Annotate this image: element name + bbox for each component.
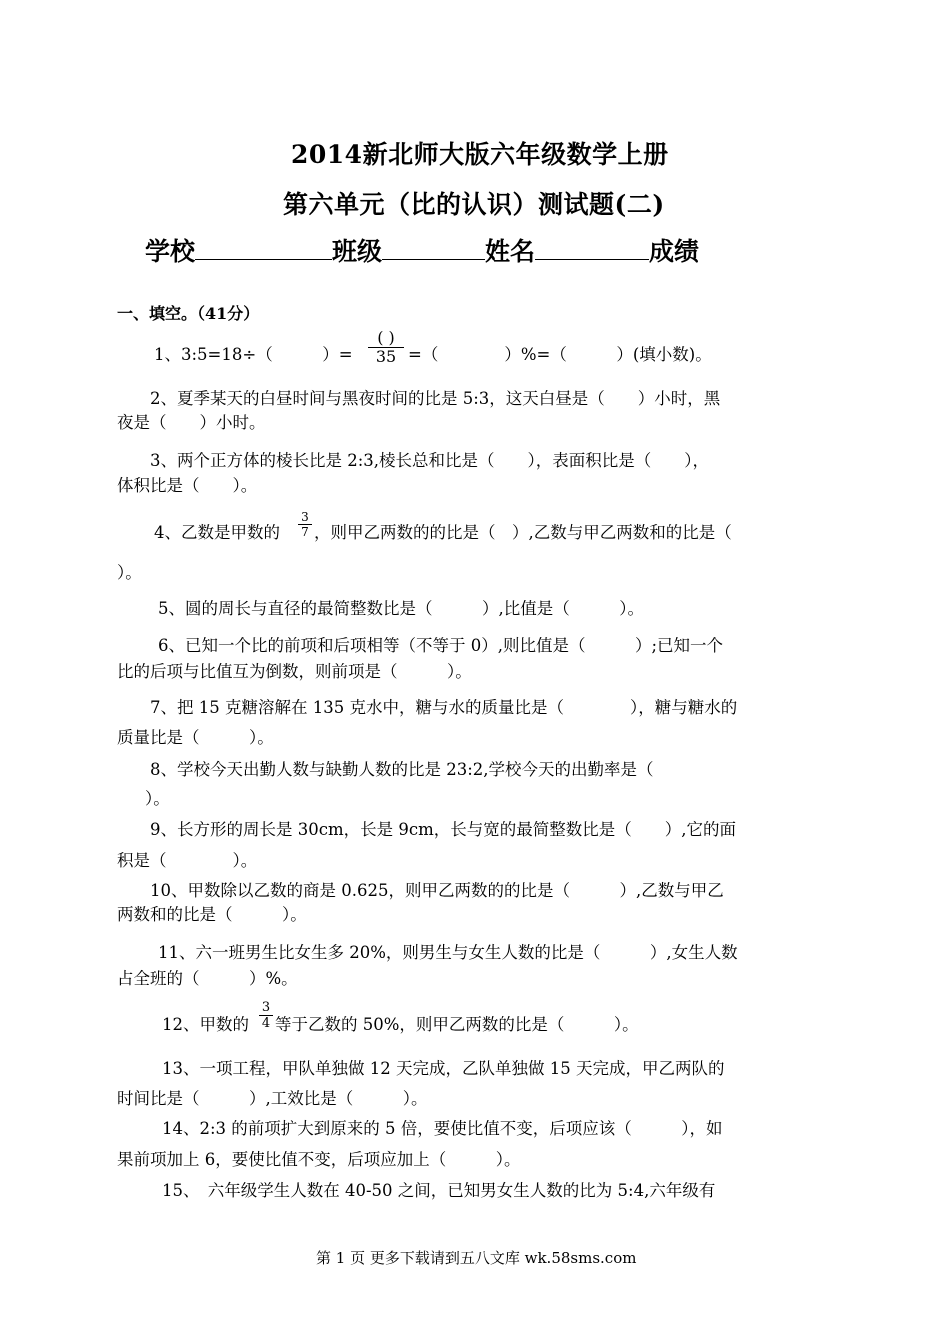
school-blank[interactable]: [195, 235, 332, 260]
name-blank[interactable]: [535, 235, 649, 260]
question-3-line-1: 3、两个正方体的棱长比是 2:3,棱长总和比是（ ），表面积比是（ ），: [150, 451, 710, 470]
question-9-line-2: 积是（ ）。: [117, 851, 258, 870]
question-4-line-2: ）。: [117, 563, 142, 582]
question-4-fraction: 3 7: [298, 511, 312, 538]
question-1-fraction: ( ) 35: [368, 330, 404, 365]
question-13-line-1: 13、一项工程，甲队单独做 12 天完成，乙队单独做 15 天完成，甲乙两队的: [162, 1059, 725, 1078]
question-1-part-a: 1、3:5=18÷（ ）=: [154, 345, 353, 364]
question-4-part-a: 4、乙数是甲数的: [154, 523, 280, 542]
section-heading: 一、填空。（41分）: [117, 304, 260, 323]
question-7-line-2: 质量比是（ ）。: [117, 728, 274, 747]
question-12-part-a: 12、甲数的: [162, 1015, 249, 1034]
question-2-line-2: 夜是（ ）小时。: [117, 413, 266, 432]
question-12-part-b: 等于乙数的 50%，则甲乙两数的比是（ ）。: [275, 1015, 639, 1034]
class-label: 班级: [332, 237, 383, 266]
score-label: 成绩: [649, 237, 700, 266]
question-6-line-1: 6、已知一个比的前项和后项相等（不等于 0）,则比值是（ ）;已知一个: [158, 636, 724, 655]
question-8-line-1: 8、学校今天出勤人数与缺勤人数的比是 23:2,学校今天的出勤率是（: [150, 760, 654, 779]
page-title: 2014新北师大版六年级数学上册: [291, 140, 669, 169]
name-label: 姓名: [485, 237, 536, 266]
question-12-fraction: 3 4: [259, 1001, 273, 1030]
question-10-line-2: 两数和的比是（ ）。: [117, 905, 307, 924]
info-line: [145, 232, 699, 268]
question-3-line-2: 体积比是（ ）。: [117, 476, 258, 495]
question-8-line-2: ）。: [145, 789, 170, 808]
question-7-line-1: 7、把 15 克糖溶解在 135 克水中，糖与水的质量比是（ ），糖与糖水的: [150, 698, 738, 717]
question-13-line-2: 时间比是（ ）,工效比是（ ）。: [117, 1089, 428, 1108]
question-2-line-1: 2、夏季某天的白昼时间与黑夜时间的比是 5:3，这天白昼是（ ）小时，黑: [150, 389, 721, 408]
question-1-part-b: =（ ）%=（ ）(填小数)。: [408, 345, 712, 364]
school-label: 学校: [145, 237, 196, 266]
question-15-line-1: 15、 六年级学生人数在 40-50 之间，已知男女生人数的比为 5:4,六年级有: [162, 1181, 716, 1200]
question-5: 5、圆的周长与直径的最简整数比是（ ）,比值是（ ）。: [158, 599, 644, 618]
page-subtitle: 第六单元（比的认识）测试题(二): [283, 190, 665, 219]
page-footer: 第 1 页 更多下载请到五八文库 wk.58sms.com: [316, 1249, 637, 1267]
question-4-part-b: ，则甲乙两数的的比是（ ）,乙数与甲乙两数和的比是（: [314, 523, 732, 542]
question-9-line-1: 9、长方形的周长是 30cm，长是 9cm，长与宽的最简整数比是（ ）,它的面: [150, 820, 736, 839]
question-14-line-1: 14、2:3 的前项扩大到原来的 5 倍，要使比值不变，后项应该（ ），如: [162, 1119, 723, 1138]
question-11-line-1: 11、六一班男生比女生多 20%，则男生与女生人数的比是（ ）,女生人数: [158, 943, 738, 962]
class-blank[interactable]: [382, 235, 485, 260]
question-14-line-2: 果前项加上 6，要使比值不变，后项应加上（ ）。: [117, 1150, 521, 1169]
question-6-line-2: 比的后项与比值互为倒数，则前项是（ ）。: [117, 662, 472, 681]
question-11-line-2: 占全班的（ ）%。: [117, 969, 298, 988]
question-10-line-1: 10、甲数除以乙数的商是 0.625，则甲乙两数的的比是（ ）,乙数与甲乙: [150, 881, 724, 900]
